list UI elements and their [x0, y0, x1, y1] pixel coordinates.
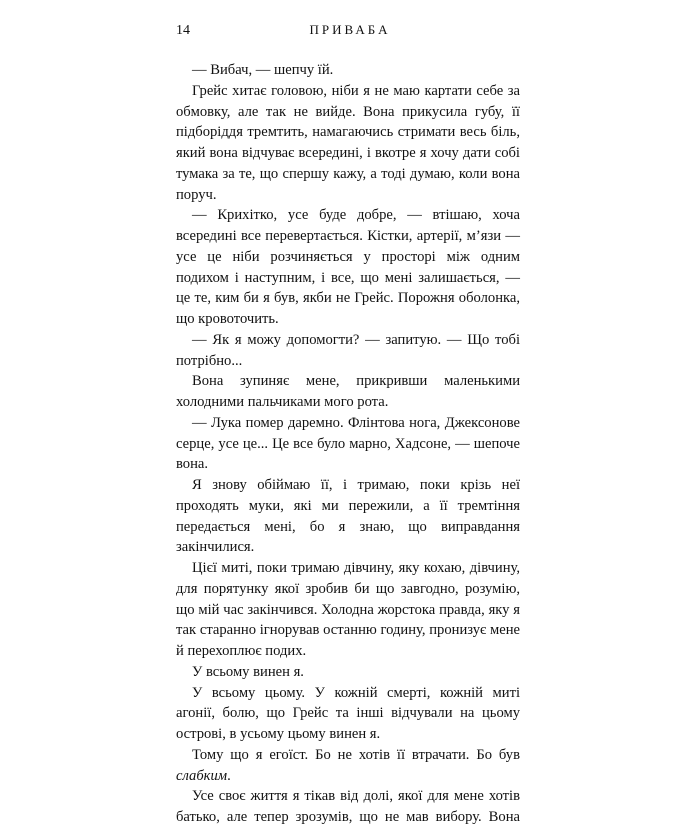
paragraph-8: Цієї миті, поки тримаю дівчину, яку кохаю, дівчину, для порятунку якої зробив би що завгодно, розумію, що мій час закінчився. Холодна жорстока правда, яку я так старанно ігнорував останню годину, пронизує мене й перехоплює подих.: [176, 560, 520, 659]
body-text: [176, 60, 520, 828]
paragraph-5: Вона зупиняє мене, прикривши маленькими холодними пальчиками мого рота.: [176, 373, 520, 410]
paragraph-6: — Лука помер даремно. Флінтова нога, Джексонове серце, усе це... Це все було марно, Хадсоне, — шепоче вона.: [176, 414, 520, 473]
paragraph-11: [176, 745, 520, 787]
paragraph-11-tail: .: [227, 767, 231, 784]
paragraph-7: Я знову обіймаю її, і тримаю, поки крізь неї проходять муки, які ми пережили, а її тремтіння передається мені, бо я знаю, що виправдання закінчилися.: [176, 477, 520, 556]
paragraph-2: Грейс хитає головою, ніби я не маю картати себе за обмовку, але так не вийде. Вона прикусила губу, її підборіддя тремтить, намагаючись стримати весь біль, який вона відчуває всередині, і вкотре я хочу дати собі тумака за те, що спершу кажу, а тоді думаю, коли вона поруч.: [176, 82, 520, 203]
running-title: ПРИВАБА: [309, 22, 391, 37]
paragraph-12: Усе своє життя я тікав від долі, якої для мене хотів батько, але тепер зрозумів, що не мав вибору. Вона: [176, 788, 520, 825]
paragraph-9: У всьому винен я.: [192, 663, 304, 680]
paragraph-11-emphasis: слабким: [176, 767, 228, 784]
paragraph-4: — Як я можу допомогти? — запитую. — Що тобі потрібно...: [176, 331, 520, 369]
paragraph-3: — Крихітко, усе буде добре, — втішаю, хоча всередині все перевертається. Кістки, артерії, м’язи — усе це ніби розчиняється у просторі між одним подихом і наступним, і все, що мені залишається, — це те, ким би я був, якби не Грейс. Порожня оболонка, що кровоточить.: [176, 207, 520, 327]
page-number: 14: [176, 23, 190, 38]
paragraph-1: — Вибач, — шепчу їй.: [192, 62, 334, 78]
paragraph-11-lead: Тому що я егоїст. Бо не хотів її втрачати. Бо був: [192, 746, 520, 763]
paragraph-10: У всьому цьому. У кожній смерті, кожній миті агонії, болю, що Грейс та інші відчували на цьому острові, в усьому цьому винен я.: [176, 684, 520, 742]
